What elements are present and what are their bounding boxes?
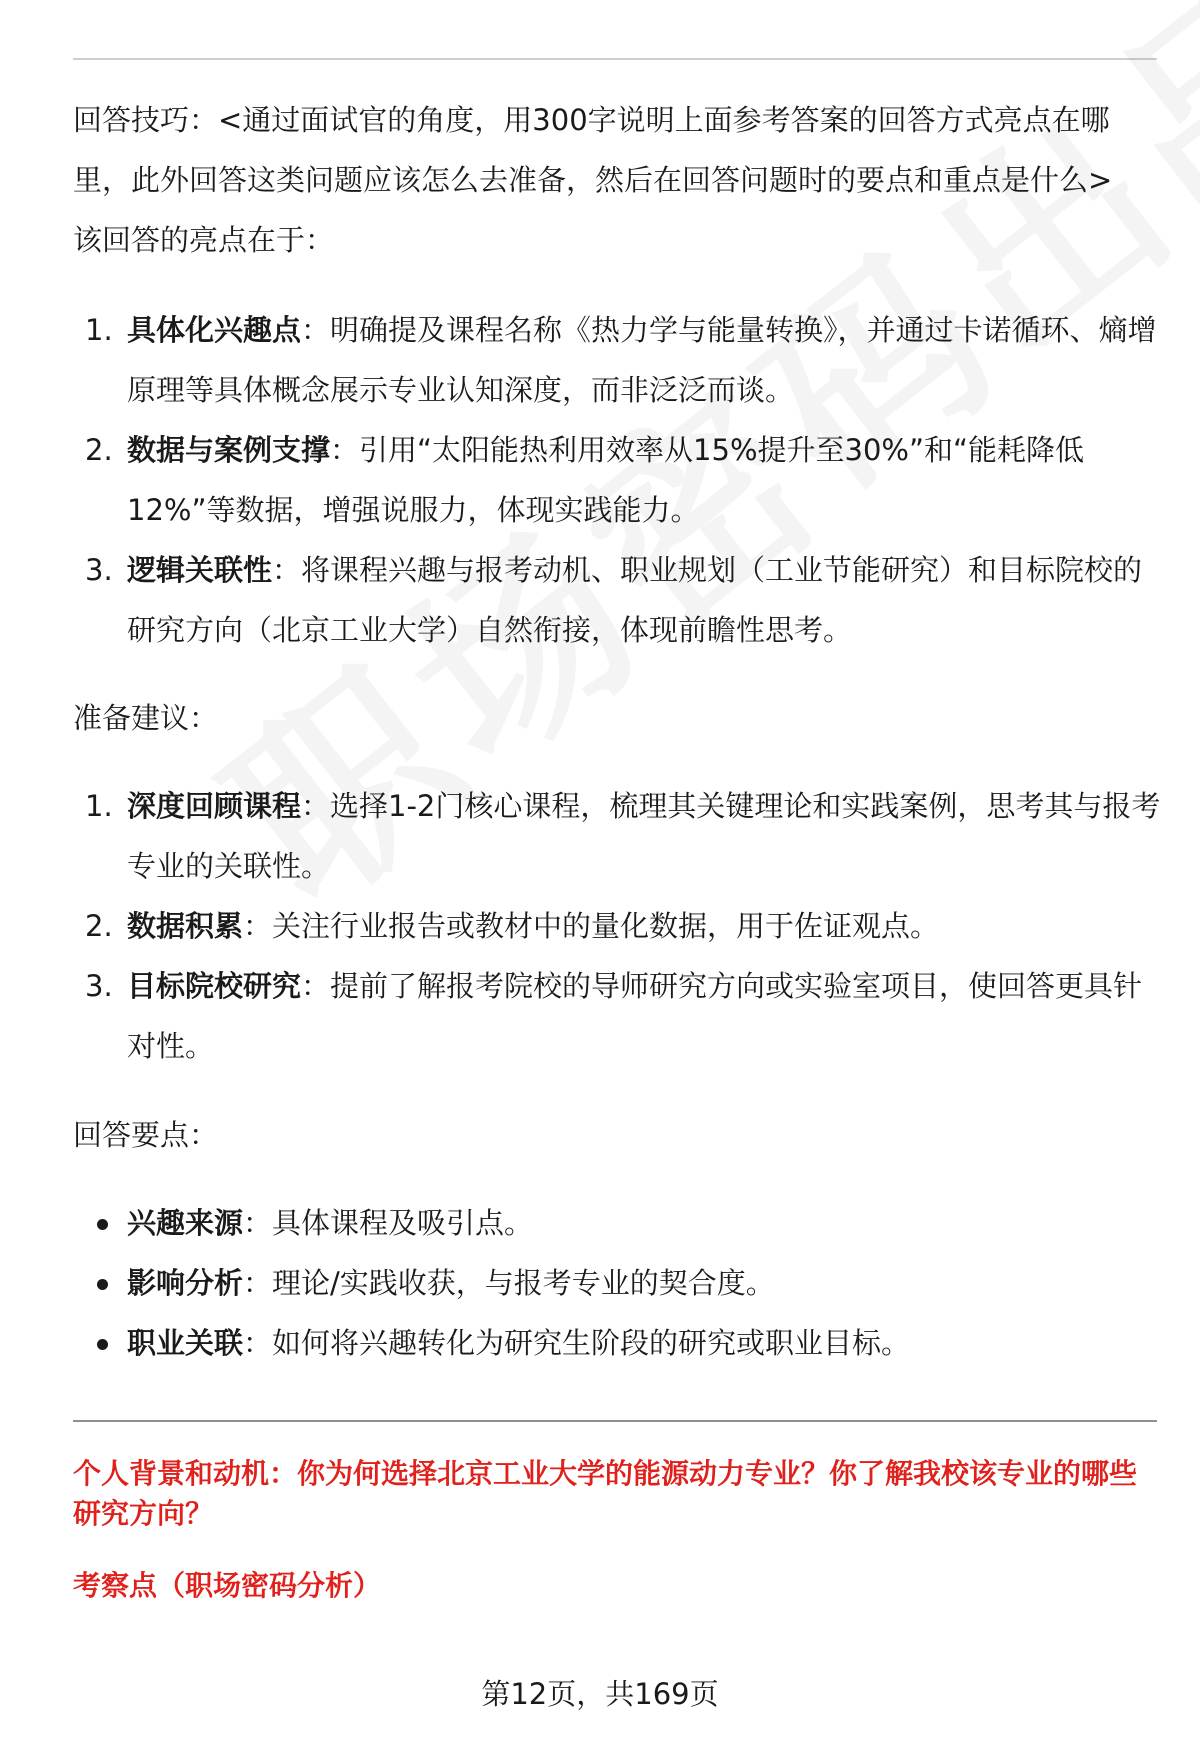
list-number: 1. [85,789,113,823]
list-item [73,540,1163,660]
answer-tips-paragraph [73,90,1163,270]
item-title: 职业关联 [127,1326,244,1360]
item-text: ：将课程兴趣与报考动机、职业规划（工业节能研究）和目标院校的研究方向（北京工业大学）自然衔接，体现前瞻性思考。 [127,553,1143,647]
item-text: ：如何将兴趣转化为研究生阶段的研究或职业目标。 [243,1326,911,1360]
list-number: 3. [85,553,113,587]
bullet-icon [97,1219,108,1230]
item-title: 目标院校研究 [127,969,302,1003]
item-text: ：明确提及课程名称《热力学与能量转换》，并通过卡诺循环、熵增原理等具体概念展示专业认知深度，而非泛泛而谈。 [127,313,1157,407]
list-number: 1. [85,313,113,347]
prep-list [73,776,1163,1076]
item-text: ：提前了解报考院校的导师研究方向或实验室项目，使回答更具针对性。 [127,969,1143,1063]
points-list [73,1193,1163,1373]
list-number: 3. [85,969,113,1003]
item-title: 数据与案例支撑 [127,433,331,467]
list-item [73,1313,1163,1373]
list-item [73,776,1163,896]
list-item [73,420,1163,540]
list-item [73,300,1163,420]
prep-title: 准备建议： [73,701,219,735]
points-title: 回答要点： [73,1118,219,1152]
item-title: 兴趣来源 [127,1206,244,1240]
item-text: ：具体课程及吸引点。 [243,1206,534,1240]
page-number: 第12页，共169页 [481,1677,719,1711]
highlights-list [73,300,1163,660]
top-divider [73,58,1157,60]
list-item [73,1193,1163,1253]
list-number: 2. [85,909,113,943]
item-title: 逻辑关联性 [127,553,273,587]
item-title: 具体化兴趣点 [127,313,302,347]
section-divider [73,1420,1157,1422]
highlight-intro: 该回答的亮点在于： [73,223,335,257]
item-title: 影响分析 [127,1266,244,1300]
item-title: 数据积累 [127,909,244,943]
item-title: 深度回顾课程 [127,789,302,823]
next-question-heading: 个人背景和动机：你为何选择北京工业大学的能源动力专业？你了解我校该专业的哪些研究方向？ [73,1457,1138,1530]
list-item [73,1253,1163,1313]
list-item [73,956,1163,1076]
list-item [73,896,1163,956]
answer-tips-text: 回答技巧：<通过面试官的角度，用300字说明上面参考答案的回答方式亮点在哪里，此外回答这类问题应该怎么去准备，然后在回答问题时的要点和重点是什么> [73,103,1113,197]
exam-point-heading: 考察点（职场密码分析） [73,1569,382,1602]
item-text: ：选择1-2门核心课程，梳理其关键理论和实践案例，思考其与报考专业的关联性。 [127,789,1161,883]
bullet-icon [97,1279,108,1290]
item-text: ：关注行业报告或教材中的量化数据，用于佐证观点。 [243,909,940,943]
bullet-icon [97,1339,108,1350]
item-text: ：理论/实践收获，与报考专业的契合度。 [243,1266,775,1300]
list-number: 2. [85,433,113,467]
item-text: ：引用“太阳能热利用效率从15%提升至30%”和“能耗降低12%”等数据，增强说服力，体现实践能力。 [127,433,1085,527]
